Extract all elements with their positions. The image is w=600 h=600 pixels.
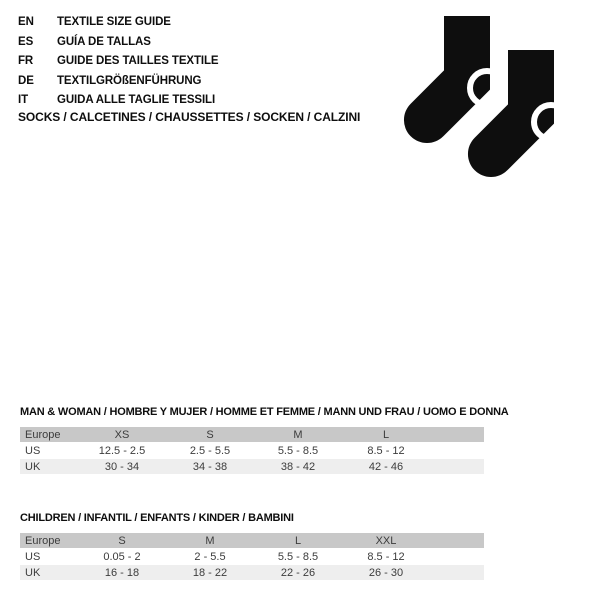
size-cell: 8.5 - 12: [367, 550, 405, 563]
column-header: M: [293, 428, 303, 441]
language-row: [18, 91, 219, 111]
language-code: DE: [18, 74, 34, 87]
size-cell-filler: [430, 565, 484, 580]
size-cell: 8.5 - 12: [367, 444, 405, 457]
row-label: UK: [25, 566, 41, 579]
column-header: L: [382, 428, 390, 441]
size-cell: 34 - 38: [192, 460, 228, 473]
language-code: FR: [18, 55, 34, 67]
language-list: [18, 13, 219, 111]
size-table-adults: [20, 426, 484, 475]
column-header: Europe: [25, 428, 61, 441]
column-header-filler: [430, 533, 484, 548]
table-title: MAN & WOMAN / HOMBRE Y MUJER / HOMME ET FEMME / MANN UND FRAU / UOMO E DONNA: [20, 406, 509, 418]
column-header: S: [118, 534, 126, 547]
table-row: [20, 443, 484, 458]
language-label: GUÍA DE TALLAS: [57, 35, 151, 48]
table-title: CHILDREN / INFANTIL / ENFANTS / KINDER / BAMBINI: [20, 512, 294, 524]
size-cell: 5.5 - 8.5: [277, 444, 319, 457]
column-header: XS: [114, 428, 130, 441]
column-header: S: [206, 428, 214, 441]
column-header: M: [205, 534, 215, 547]
size-section-adults: [20, 406, 509, 475]
size-cell: 16 - 18: [104, 566, 140, 579]
language-row: [18, 52, 219, 72]
language-code: EN: [18, 16, 34, 28]
size-cell: 0.05 - 2: [103, 550, 141, 563]
size-cell: 30 - 34: [104, 460, 140, 473]
size-cell: 2.5 - 5.5: [189, 444, 231, 457]
size-cell-filler: [430, 549, 484, 564]
column-header: XXL: [375, 534, 397, 547]
size-section-children: [20, 512, 484, 581]
table-row: [20, 565, 484, 580]
table-header-row: [20, 427, 484, 442]
column-header: Europe: [25, 534, 61, 547]
size-cell-filler: [430, 443, 484, 458]
table-header-row: [20, 533, 484, 548]
size-cell-filler: [430, 459, 484, 474]
row-label: US: [25, 444, 41, 457]
row-label: UK: [25, 460, 41, 473]
size-cell: 2 - 5.5: [194, 550, 226, 563]
column-header-filler: [430, 427, 484, 442]
language-code: ES: [18, 35, 34, 48]
language-label: TEXTILE SIZE GUIDE: [57, 16, 171, 28]
size-cell: 18 - 22: [192, 566, 228, 579]
column-header: L: [294, 534, 302, 547]
language-label: TEXTILGRÖßENFÜHRUNG: [57, 74, 202, 87]
row-label: US: [25, 550, 41, 563]
size-cell: 26 - 30: [368, 566, 404, 579]
size-cell: 12.5 - 2.5: [98, 444, 146, 457]
table-row: [20, 549, 484, 564]
language-row: [18, 13, 219, 33]
size-cell: 42 - 46: [368, 460, 404, 473]
language-row: [18, 72, 219, 92]
category-line: SOCKS / CALCETINES / CHAUSSETTES / SOCKEN / CALZINI: [18, 110, 361, 124]
size-table-children: [20, 532, 484, 581]
socks-icon: [395, 10, 575, 185]
language-label: GUIDE DES TAILLES TEXTILE: [57, 55, 219, 67]
language-row: [18, 33, 219, 53]
size-cell: 38 - 42: [280, 460, 316, 473]
size-cell: 22 - 26: [280, 566, 316, 579]
size-cell: 5.5 - 8.5: [277, 550, 319, 563]
language-label: GUIDA ALLE TAGLIE TESSILI: [57, 94, 216, 106]
table-row: [20, 459, 484, 474]
language-code: IT: [18, 94, 29, 106]
